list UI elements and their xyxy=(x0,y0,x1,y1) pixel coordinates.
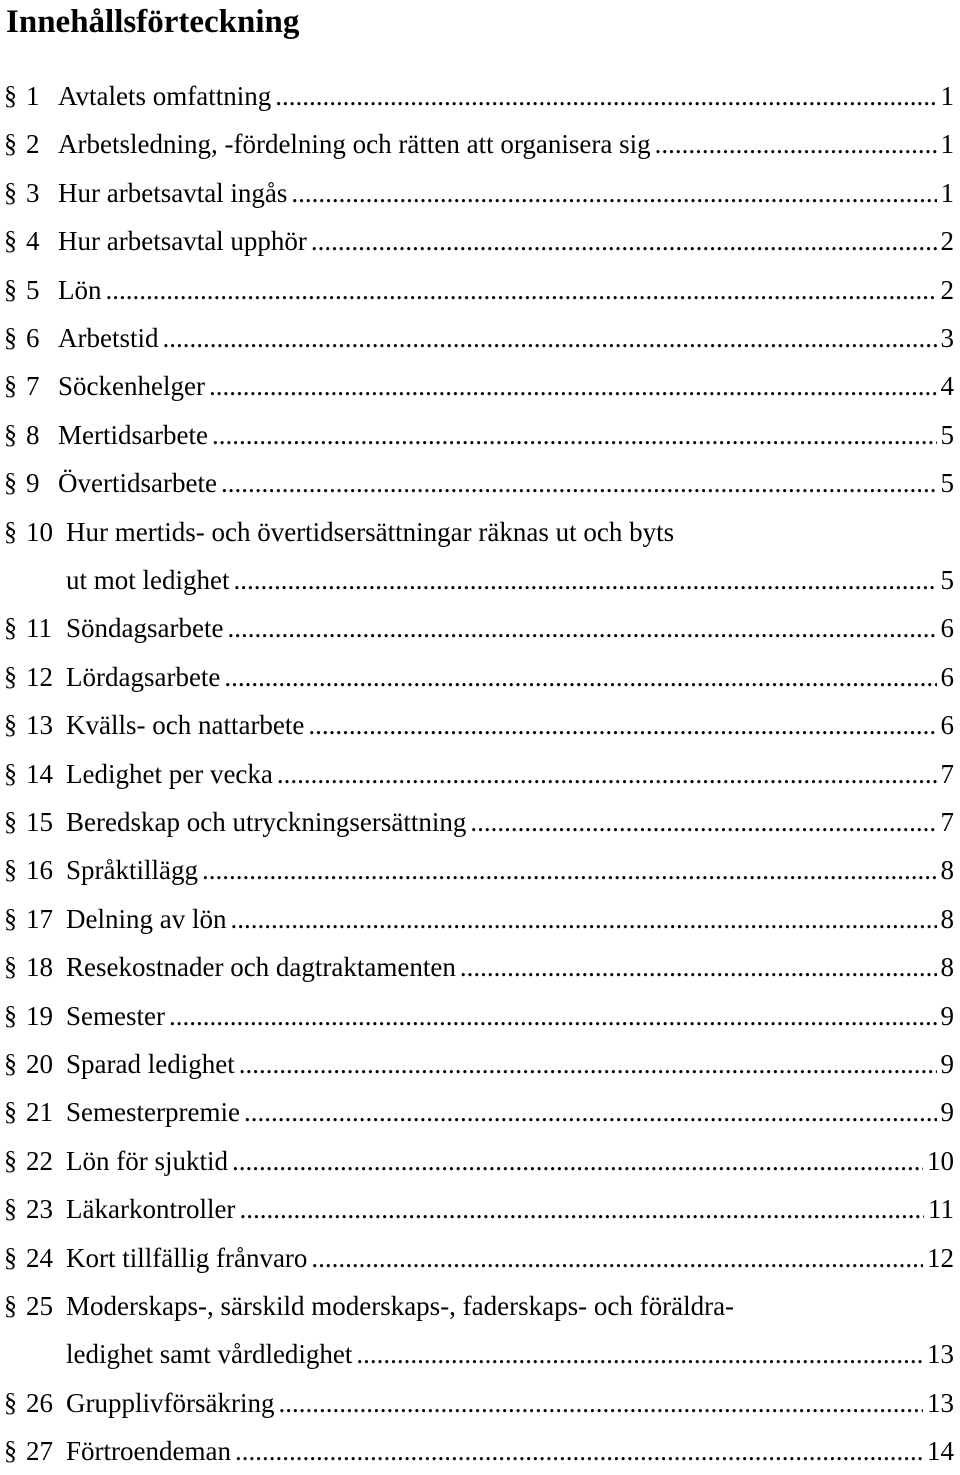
section-symbol: § xyxy=(4,1291,17,1320)
dot-leader xyxy=(235,1427,923,1475)
toc-entry-title: Semester xyxy=(66,1000,165,1031)
toc-entry-page: 10 xyxy=(927,1145,954,1176)
toc-entry-title: Arbetstid xyxy=(58,323,159,353)
toc-entry[interactable] xyxy=(0,1427,960,1475)
toc-entry-continuation[interactable] xyxy=(0,1330,960,1378)
dot-leader xyxy=(224,653,936,701)
toc-entry-page: 3 xyxy=(940,323,954,353)
toc-entry-page: 11 xyxy=(928,1194,954,1225)
section-symbol: § xyxy=(4,371,17,401)
section-symbol: § xyxy=(4,419,17,449)
section-symbol: § xyxy=(4,710,17,740)
section-symbol: § xyxy=(4,1242,17,1272)
toc-entry-title-continued: ut mot ledighet xyxy=(66,565,230,595)
toc-entry-title: Delning av lön xyxy=(66,903,227,934)
toc-entry-page: 9 xyxy=(940,1049,954,1079)
toc-entry-title: Sparad ledighet xyxy=(66,1049,235,1079)
toc-entry[interactable] xyxy=(0,750,960,798)
toc-entry-number: 19 xyxy=(26,1000,53,1031)
toc-entry[interactable] xyxy=(0,1040,960,1088)
toc-entry-title: Söndagsarbete xyxy=(66,613,224,644)
section-symbol: § xyxy=(4,758,17,788)
toc-entry-number: 6 xyxy=(26,323,40,353)
toc-entry-number: 11 xyxy=(26,613,52,644)
toc-entry-title: Mertidsarbete xyxy=(58,419,208,450)
toc-entry-title-continued: ledighet samt vårdledighet xyxy=(66,1339,353,1370)
toc-entry-number: 15 xyxy=(26,807,53,837)
toc-entry-page: 12 xyxy=(927,1242,954,1273)
dot-leader xyxy=(239,1185,924,1233)
toc-entry[interactable] xyxy=(0,798,960,846)
toc-entry-number: 20 xyxy=(26,1049,53,1079)
toc-entry[interactable] xyxy=(0,1137,960,1185)
dot-leader xyxy=(244,1088,937,1136)
section-symbol: § xyxy=(4,807,17,836)
toc-entry[interactable] xyxy=(0,459,960,507)
toc-entry-title: Kvälls- och nattarbete xyxy=(66,710,305,741)
toc-entry-page: 6 xyxy=(940,710,954,741)
dot-leader xyxy=(239,1040,937,1088)
toc-entry-title: Kort tillfällig frånvaro xyxy=(66,1242,308,1273)
toc-entry-title: Avtalets omfattning xyxy=(58,81,272,111)
dot-leader xyxy=(209,362,937,410)
toc-entry[interactable] xyxy=(0,943,960,991)
toc-entry[interactable] xyxy=(0,1379,960,1427)
toc-entry[interactable] xyxy=(0,701,960,749)
toc-entry-title: Lön xyxy=(58,274,102,305)
toc-entry-title: Hur mertids- och övertidsersättningar räknas ut och byts xyxy=(66,516,675,547)
section-symbol: § xyxy=(4,855,17,885)
toc-entry-title: Moderskaps-, särskild moderskaps-, faderskaps- och föräldra- xyxy=(66,1291,735,1321)
toc-entry-number: 21 xyxy=(26,1097,53,1128)
toc-entry-number: 18 xyxy=(26,952,53,983)
toc-entry-page: 9 xyxy=(940,1097,954,1128)
toc-entry-number: 16 xyxy=(26,855,53,886)
toc-entry[interactable] xyxy=(0,992,960,1040)
dot-leader xyxy=(277,750,937,798)
toc-entry[interactable] xyxy=(0,895,960,943)
section-symbol: § xyxy=(4,323,17,352)
section-symbol: § xyxy=(4,1000,17,1030)
toc-entry-page: 7 xyxy=(940,807,954,837)
toc-entry-number: 5 xyxy=(26,274,40,305)
toc-entry-title: Resekostnader och dagtraktamenten xyxy=(66,952,456,983)
toc-entry-number: 8 xyxy=(26,419,40,450)
section-symbol: § xyxy=(4,952,17,982)
toc-entry-number: 22 xyxy=(26,1145,53,1176)
toc-entry-title: Förtroendeman xyxy=(66,1436,231,1467)
toc-entry[interactable] xyxy=(0,217,960,265)
toc-entry-title: Söckenhelger xyxy=(58,371,205,402)
toc-entry-number: 10 xyxy=(26,516,53,547)
toc-entry[interactable] xyxy=(0,1234,960,1282)
section-symbol: § xyxy=(4,129,17,159)
toc-entry[interactable] xyxy=(0,72,960,120)
dot-leader xyxy=(233,556,936,604)
section-symbol: § xyxy=(4,177,17,207)
section-symbol: § xyxy=(4,903,17,933)
toc-entry[interactable] xyxy=(0,508,960,556)
toc-entry-title: Läkarkontroller xyxy=(66,1194,236,1225)
dot-leader xyxy=(311,217,937,265)
toc-entry-title: Grupplivförsäkring xyxy=(66,1387,275,1418)
dot-leader xyxy=(275,72,936,120)
toc-entry-continuation[interactable] xyxy=(0,556,960,604)
toc-entry-page: 8 xyxy=(940,952,954,983)
section-symbol: § xyxy=(4,274,17,304)
toc-entry[interactable] xyxy=(0,1282,960,1330)
toc-entry-title: Hur arbetsavtal ingås xyxy=(58,177,288,208)
section-symbol: § xyxy=(4,613,17,643)
toc-entry-number: 9 xyxy=(26,468,40,499)
toc-entry[interactable] xyxy=(0,653,960,701)
page-title: Innehållsförteckning xyxy=(6,4,300,40)
toc-entry-page: 8 xyxy=(940,855,954,886)
toc-entry-title: Arbetsledning, -fördelning och rätten att organisera sig xyxy=(58,129,651,160)
toc-entry[interactable] xyxy=(0,266,960,314)
toc-entry-title: Lön för sjuktid xyxy=(66,1145,228,1176)
section-symbol: § xyxy=(4,468,17,498)
toc-entry[interactable] xyxy=(0,1185,960,1233)
dot-leader xyxy=(163,314,937,362)
dot-leader xyxy=(227,604,936,652)
dot-leader xyxy=(356,1330,923,1378)
toc-entry-page: 5 xyxy=(940,468,954,499)
dot-leader xyxy=(655,120,937,168)
toc-entry-page: 9 xyxy=(940,1000,954,1031)
section-symbol: § xyxy=(4,1097,17,1127)
toc-entry-page: 6 xyxy=(940,661,954,692)
toc-entry-page: 1 xyxy=(940,129,954,160)
toc-entry-number: 17 xyxy=(26,903,53,934)
toc-entry-number: 7 xyxy=(26,371,40,402)
toc-entry-number: 14 xyxy=(26,758,53,789)
section-symbol: § xyxy=(4,226,17,256)
dot-leader xyxy=(291,169,936,217)
dot-leader xyxy=(221,459,937,507)
toc-entry[interactable] xyxy=(0,411,960,459)
dot-leader xyxy=(308,701,936,749)
toc-entry-number: 26 xyxy=(26,1387,53,1418)
toc-entry-title: Språktillägg xyxy=(66,855,198,886)
toc-entry-title: Lördagsarbete xyxy=(66,661,221,692)
toc-entry-title: Beredskap och utryckningsersättning xyxy=(66,807,467,837)
section-symbol: § xyxy=(4,661,17,691)
dot-leader xyxy=(212,411,937,459)
section-symbol: § xyxy=(4,516,17,546)
toc-entry-page: 14 xyxy=(927,1436,954,1467)
toc-entry-page: 5 xyxy=(940,419,954,450)
section-symbol: § xyxy=(4,1049,17,1078)
toc-entry-number: 23 xyxy=(26,1194,53,1225)
toc-entry-number: 12 xyxy=(26,661,53,692)
dot-leader xyxy=(311,1234,923,1282)
dot-leader xyxy=(470,798,936,846)
section-symbol: § xyxy=(4,1387,17,1417)
toc-entry-number: 27 xyxy=(26,1436,53,1467)
dot-leader xyxy=(278,1379,923,1427)
toc-entry-page: 1 xyxy=(940,81,954,111)
toc-entry[interactable] xyxy=(0,846,960,894)
toc-entry-number: 24 xyxy=(26,1242,53,1273)
dot-leader xyxy=(230,895,936,943)
toc-entry-page: 2 xyxy=(940,226,954,257)
toc-entry-title: Ledighet per vecka xyxy=(66,758,273,789)
toc-entry-page: 13 xyxy=(927,1387,954,1418)
toc-entry-title: Hur arbetsavtal upphör xyxy=(58,226,307,257)
toc-entry-page: 1 xyxy=(940,177,954,208)
toc-entry-page: 7 xyxy=(940,758,954,789)
toc-entry[interactable] xyxy=(0,1088,960,1136)
dot-leader xyxy=(169,992,937,1040)
dot-leader xyxy=(202,846,937,894)
section-symbol: § xyxy=(4,1145,17,1175)
toc-entry[interactable] xyxy=(0,169,960,217)
toc-entry-page: 6 xyxy=(940,613,954,644)
toc-entry-title: Övertidsarbete xyxy=(58,468,217,499)
toc-entry[interactable] xyxy=(0,314,960,362)
toc-entry-page: 13 xyxy=(927,1339,954,1370)
toc-entry-title: Semesterpremie xyxy=(66,1097,240,1128)
section-symbol: § xyxy=(4,1436,17,1466)
dot-leader xyxy=(106,266,937,314)
toc-entry-number: 2 xyxy=(26,129,40,160)
toc-entry-number: 1 xyxy=(26,81,40,111)
toc-entry-page: 4 xyxy=(940,371,954,402)
section-symbol: § xyxy=(4,1194,17,1224)
toc-entry-page: 5 xyxy=(940,565,954,595)
toc-entry-number: 13 xyxy=(26,710,53,741)
toc-entry-page: 2 xyxy=(940,274,954,305)
toc-entry[interactable] xyxy=(0,604,960,652)
toc-entry-page: 8 xyxy=(940,903,954,934)
toc-entry[interactable] xyxy=(0,120,960,168)
toc-entry-number: 4 xyxy=(26,226,40,257)
dot-leader xyxy=(460,943,937,991)
toc-entry-number: 3 xyxy=(26,177,40,208)
toc-entry[interactable] xyxy=(0,362,960,410)
section-symbol: § xyxy=(4,81,17,110)
toc-entry-number: 25 xyxy=(26,1291,53,1321)
dot-leader xyxy=(232,1137,923,1185)
